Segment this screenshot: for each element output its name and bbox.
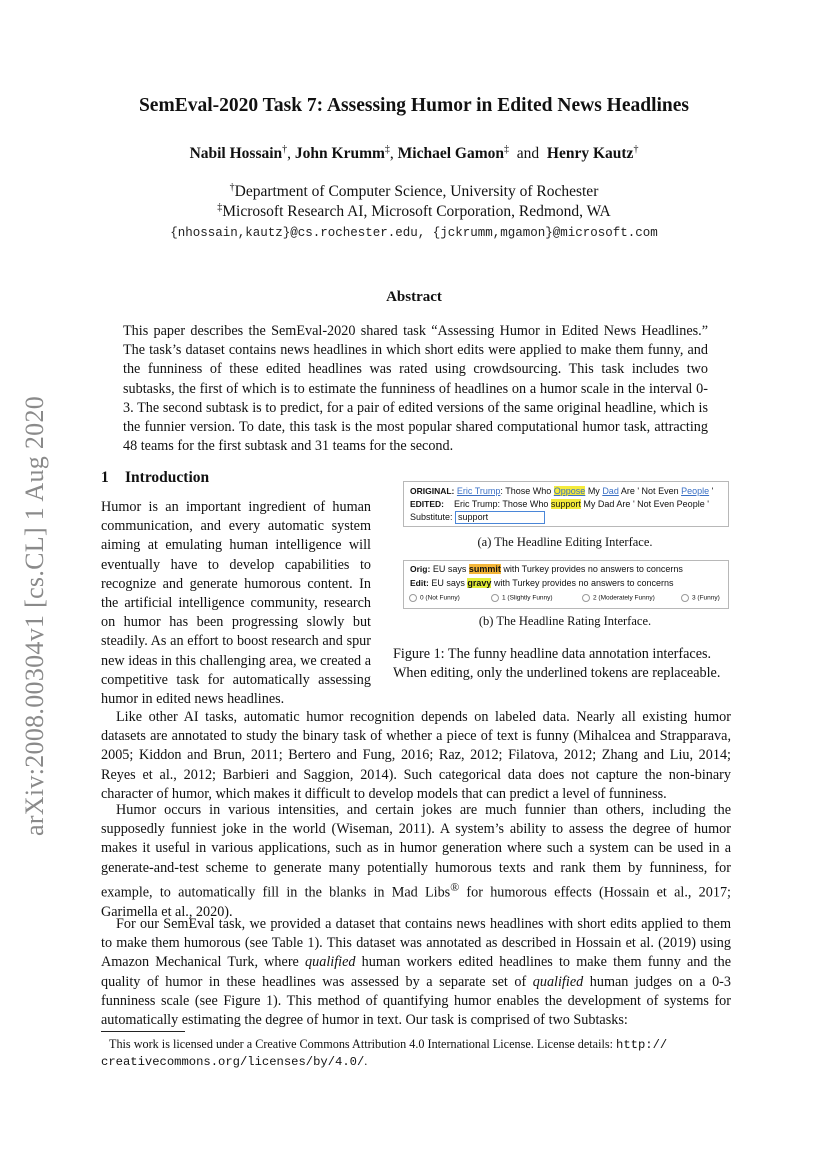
original-label: ORIGINAL:: [410, 486, 455, 496]
edited-row: [410, 499, 709, 509]
paper-title: SemEval-2020 Task 7: Assessing Humor in Edited News Headlines: [138, 95, 690, 116]
abstract-text: This paper describes the SemEval-2020 shared task “Assessing Humor in Edited News Headlines.” The task’s dataset contains news headlines in which short edits were applied to make them funny, and the funniness of these edited headlines was rated using crowdsourcing. This task includes two subtasks, the first of which is to estimate the funniness of headlines on a humor scale in the interval 0-3. The second subtask is to predict, for a pair of edited versions of the same original headline, which is the funnier version. To date, this task is the most popular shared computational humor task, attracting 48 teams for the first subtask and 31 teams for the second.: [123, 323, 708, 455]
paragraph-text: human judges on a 0-3 funniness scale (see Figure 1). This method of quantifying humor enables the development of systems for automatically estimating the degree of humor in text. Our task is comprised of two Subtasks:: [101, 973, 731, 1029]
arxiv-stamp: arXiv:2008.00304v1 [cs.CL] 1 Aug 2020: [20, 395, 49, 836]
substitute-row: [410, 511, 545, 524]
headline-text: with Turkey provides no answers to concerns: [491, 578, 674, 588]
headline-text: : Those Who: [500, 486, 554, 496]
headline-editing-interface: [403, 481, 729, 527]
footnote-rule: [101, 1031, 185, 1032]
replaceable-token: Eric Trump: [456, 486, 501, 496]
radio-icon: [409, 594, 417, 602]
substitute-label: Substitute:: [410, 511, 453, 522]
registered-mark: ®: [450, 879, 460, 894]
author-name: Michael Gamon: [397, 145, 505, 163]
section-heading: [101, 469, 209, 487]
footnote-text: This work is licensed under a Creative Commons Attribution 4.0 International License. License details:: [109, 1037, 617, 1051]
original-word: summit: [468, 564, 501, 574]
affiliation-mark: †: [229, 182, 235, 193]
headline-text: EU says: [428, 578, 468, 588]
affiliation: [0, 182, 828, 201]
selected-token: Oppose: [553, 486, 586, 496]
original-row: [410, 486, 713, 496]
author-name: Henry Kautz: [546, 145, 634, 163]
license-url[interactable]: creativecommons.org/licenses/by/4.0/: [101, 1055, 365, 1069]
author-emails: {nhossain,kautz}@cs.rochester.edu, {jckrumm,mgamon}@microsoft.com: [170, 226, 658, 240]
license-footnote: [101, 1036, 731, 1070]
author-separator: ,: [389, 145, 394, 163]
replaceable-token: People: [681, 486, 710, 496]
headline-text: Are ' Not Even: [618, 486, 682, 496]
figure-caption: Figure 1: The funny headline data annotation interfaces. When editing, only the underlined tokens are replaceable.: [393, 646, 721, 681]
headline-text: My: [585, 486, 603, 496]
radio-icon: [681, 594, 689, 602]
headline-text: with Turkey provides no answers to concerns: [500, 564, 683, 574]
edited-label: EDITED:: [410, 499, 444, 509]
license-url[interactable]: http://: [616, 1038, 668, 1052]
edited-word: gravy: [467, 578, 492, 588]
rating-label: 3 (Funny): [692, 594, 720, 602]
author-name: Nabil Hossain: [189, 145, 283, 163]
affiliation: [0, 202, 828, 221]
paragraph-text: Like other AI tasks, automatic humor recognition depends on labeled data. Nearly all existing humor datasets are annotated to study the binary task of whether a piece of text is funny (Mihalcea and Strapparava, 2005; Kiddon and Brun, 2011; Bertero and Fung, 2016; Raz, 2012; Filatova, 2012; Zhang and Liu, 2014; Reyes et al., 2012; Barbieri and Saggion, 2014). Such categorical data does not capture the non-binary character of humor, which makes it difficult to develop models that can predict a level of funniness.: [101, 709, 731, 802]
headline-text: My Dad Are ' Not Even People ': [580, 499, 709, 509]
author-mark: †: [633, 144, 639, 155]
intro-paragraph: Humor is an important ingredient of human communication, and every automatic system aiming at emulating human intelligence will eventually have to develop capabilities to recognize and generate humorous content. In the artificial intelligence community, research on humor has been progressing slowly but steadily. As an effort to boost research and spur new ideas in this challenging area, we created a competitive task for automatically assessing humor in edited news headlines.: [101, 499, 371, 708]
paragraph-text: Humor occurs in various intensities, and certain jokes are much funnier than others, including the supposedly funniest joke in the world (Wiseman, 2011). A system’s ability to assess the degree of humor makes it useful in various applications, such as in humor generation where such a system can be used in a generate-and-test scheme to generate many potentially humorous texts and rank them by funniness, for example, to automatically fill in the blanks in Mad Libs: [101, 802, 731, 901]
rating-option-0[interactable]: [409, 594, 460, 602]
subfigure-caption: (a) The Headline Editing Interface.: [477, 535, 653, 549]
abstract-heading: Abstract: [386, 289, 442, 305]
affiliation-text: Microsoft Research AI, Microsoft Corporation, Redmond, WA: [222, 203, 611, 221]
paragraph-text: For our SemEval task, we provided a dataset that contains news headlines with short edits applied to them to make them humorous (see Table 1). This dataset was annotated as described in Hossain et al. (2019) using Amazon Mechanical Turk, where: [101, 916, 731, 971]
rating-option-1[interactable]: [491, 594, 553, 602]
rating-option-2[interactable]: [582, 594, 655, 602]
rating-label: 2 (Moderately Funny): [593, 594, 655, 602]
radio-icon: [491, 594, 499, 602]
edit-label: Edit:: [410, 578, 429, 588]
orig-row: [410, 564, 683, 574]
radio-icon: [582, 594, 590, 602]
body-paragraph: [101, 915, 731, 1030]
headline-text: Eric Trump: Those Who: [454, 499, 551, 509]
emphasis: qualified: [532, 973, 584, 990]
subfigure-caption: (b) The Headline Rating Interface.: [478, 614, 652, 628]
affiliation-mark: ‡: [217, 202, 223, 213]
emphasis: qualified: [305, 954, 356, 971]
headline-text: EU says: [430, 564, 469, 574]
headline-text: ': [709, 486, 714, 496]
author-name: John Krumm: [294, 145, 385, 163]
author-separator: ,: [287, 145, 292, 163]
body-paragraph: [101, 708, 731, 804]
orig-label: Orig:: [410, 564, 431, 574]
paragraph-text: human workers edited headlines to make them funny and the quality of humor in these headlines was assessed by a separate set of: [101, 954, 731, 990]
author-and: and: [516, 145, 540, 163]
author-mark: ‡: [504, 144, 510, 155]
author-mark: †: [282, 144, 288, 155]
paragraph-text: for humorous effects (Hossain et al., 2017; Garimella et al., 2020).: [101, 884, 731, 920]
headline-rating-interface: [403, 560, 729, 609]
author-mark: ‡: [384, 144, 390, 155]
replacement-token: support: [550, 499, 581, 509]
affiliation-text: Department of Computer Science, University of Rochester: [234, 183, 599, 201]
footnote-text: .: [364, 1054, 368, 1068]
rating-label: 0 (Not Funny): [420, 594, 460, 602]
section-number: 1: [101, 469, 109, 486]
edit-row: [410, 578, 674, 588]
replaceable-token: Dad: [602, 486, 619, 496]
rating-label: 1 (Slightly Funny): [502, 594, 553, 602]
author-list: [0, 144, 828, 163]
substitute-input[interactable]: support: [455, 511, 545, 524]
rating-option-3[interactable]: [681, 594, 720, 602]
section-title: Introduction: [125, 469, 210, 486]
body-paragraph: [101, 801, 731, 922]
